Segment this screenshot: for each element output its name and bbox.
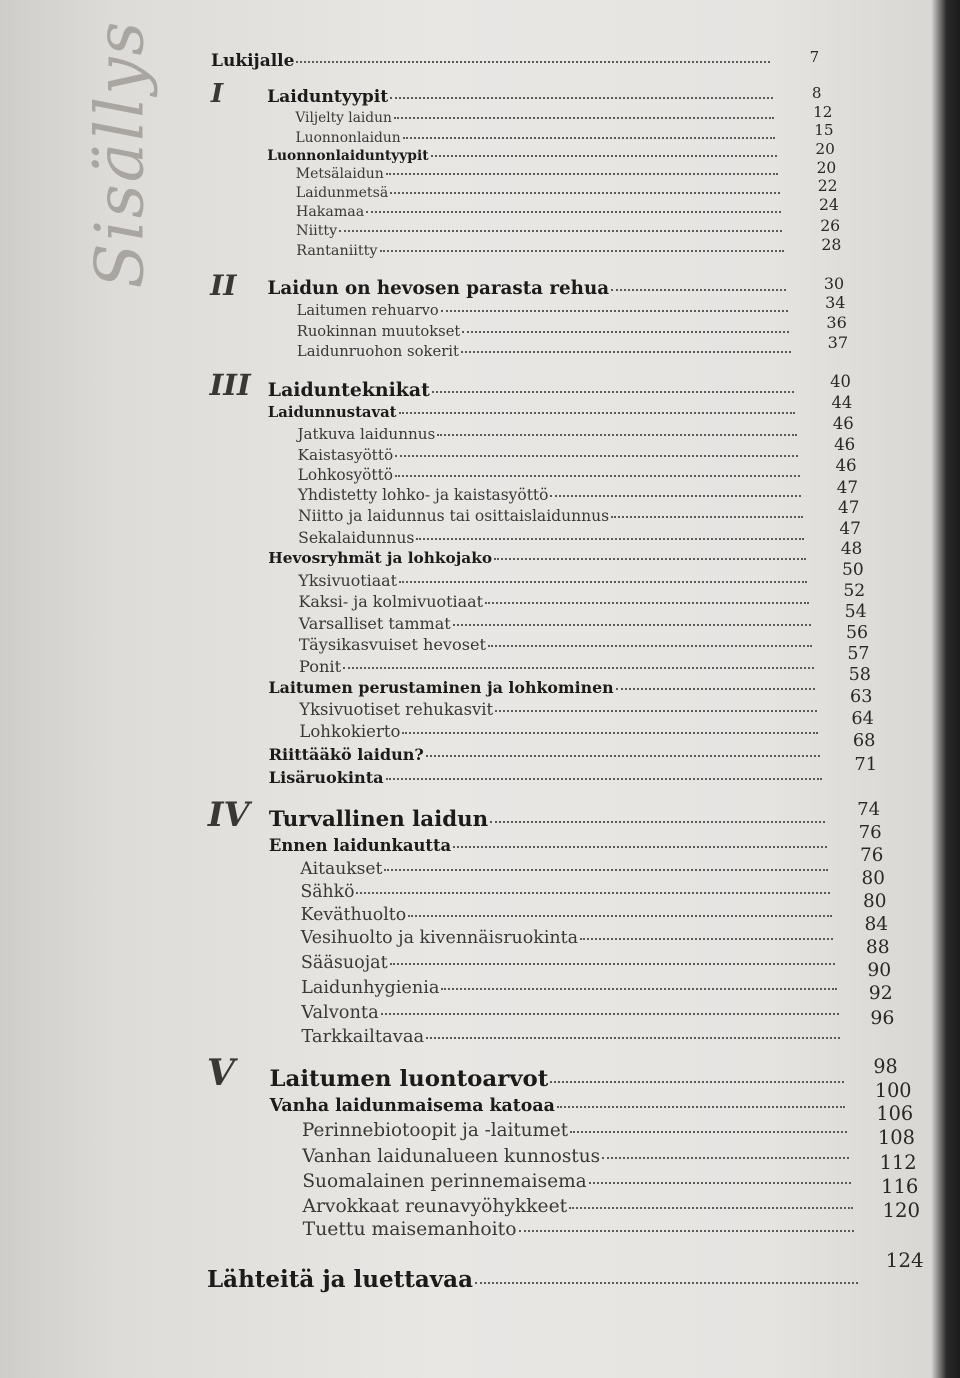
toc-page-number: 44 (831, 393, 853, 413)
dot-leader (550, 495, 801, 497)
toc-page-number: 74 (857, 799, 881, 821)
dot-leader (431, 155, 777, 157)
toc-entry-title: Täysikasvuiset hevoset (298, 634, 487, 654)
toc-page-number: 112 (879, 1151, 917, 1175)
dot-leader (399, 581, 807, 583)
toc-entry (298, 571, 807, 590)
toc-page-number: 15 (814, 121, 834, 140)
toc-page-number: 80 (862, 891, 887, 912)
toc-entry (267, 148, 777, 164)
toc-page-number: 71 (854, 754, 878, 776)
toc-entry-title: Ennen laidunkautta (268, 835, 452, 855)
toc-entry-title: Valvonta (301, 1001, 379, 1023)
dot-leader (390, 97, 772, 99)
toc-page-number: 22 (817, 176, 838, 195)
toc-entry-title: Aitaukset (300, 859, 383, 880)
dot-leader (570, 1131, 847, 1133)
toc-entry (297, 425, 796, 443)
toc-entry (211, 51, 770, 71)
dot-leader (432, 391, 794, 393)
toc-page-number: 30 (823, 273, 845, 293)
dot-leader (569, 1207, 853, 1209)
toc-entry (269, 836, 827, 855)
toc-page-number: 57 (847, 643, 870, 664)
dot-leader (380, 250, 784, 252)
dot-leader (390, 192, 779, 194)
toc-page-number: 40 (830, 372, 851, 392)
dot-leader (611, 516, 803, 518)
toc-entry (299, 700, 817, 719)
toc-page-number: 116 (880, 1175, 919, 1199)
toc-entry (302, 1146, 849, 1167)
toc-entry-title: Laitumen perustaminen ja lohkominen (268, 678, 614, 698)
dot-leader (437, 434, 797, 436)
dot-leader (462, 331, 789, 333)
toc-page-number: 26 (820, 215, 841, 235)
dot-leader (386, 173, 778, 175)
toc-entry (299, 592, 809, 611)
toc-entry (269, 678, 816, 697)
dot-leader (550, 1081, 843, 1083)
toc-page-number: 20 (816, 158, 837, 177)
toc-page-number: 8 (811, 84, 822, 103)
dot-leader (490, 821, 825, 823)
toc-entry (301, 1026, 840, 1047)
toc-page-number: 76 (858, 822, 882, 844)
dot-leader (366, 211, 781, 213)
toc-entry (298, 486, 801, 504)
dot-leader (441, 310, 788, 312)
toc-entry-title: Niitto ja laidunnus tai osittaislaidunnus (297, 507, 610, 526)
toc-entry-title: Laidunnustavat (267, 403, 397, 421)
dot-leader (408, 915, 831, 917)
toc-entry-title: Yhdistetty lohko- ja kaistasyöttö (297, 486, 549, 505)
chapter-numeral: IV (207, 794, 250, 834)
toc-page-number: 124 (885, 1249, 924, 1273)
chapter-numeral: V (206, 1052, 235, 1095)
toc-entry (300, 882, 830, 902)
toc-page-number: 96 (870, 1006, 895, 1029)
toc-entry-title: Suomalainen perinnemaisema (302, 1171, 587, 1193)
toc-entry-title: Perinnebiotoopit ja -laitumet (302, 1120, 569, 1142)
toc-entry-title: Varsalliset tammat (298, 613, 451, 633)
toc-entry (303, 1219, 855, 1240)
dot-leader (495, 710, 817, 712)
dot-leader (426, 755, 820, 757)
toc-entry (268, 278, 787, 299)
dot-leader (399, 412, 796, 414)
toc-page-number: 47 (836, 477, 859, 498)
toc-entry (269, 807, 825, 832)
toc-page-number: 36 (826, 312, 847, 332)
toc-entry (207, 1266, 858, 1293)
toc-entry-title: Vesihuolto ja kivennäisruokinta (300, 927, 579, 948)
toc-entry-title: Laidunruohon sokerit (296, 342, 459, 360)
toc-entry (268, 549, 806, 567)
contents-heading: Sisällys (81, 19, 159, 289)
toc-entry (270, 1066, 844, 1092)
toc-entry (269, 768, 822, 787)
toc-entry-title: Arvokkaat reunavyöhykkeet (302, 1195, 568, 1217)
toc-page-number: 46 (834, 435, 856, 455)
toc-page-number: 28 (821, 234, 842, 254)
dot-leader (403, 137, 776, 139)
dot-leader (395, 475, 800, 477)
toc-entry (301, 1002, 838, 1023)
toc-entry-title: Hevosryhmät ja lohkojako (268, 549, 493, 568)
toc-page-number: 52 (843, 580, 866, 601)
toc-entry (299, 722, 818, 741)
toc-entry-title: Laiduntyypit (267, 87, 389, 108)
toc-page-number: 80 (861, 868, 885, 890)
toc-entry (296, 204, 781, 220)
toc-entry (300, 859, 828, 879)
toc-page-number: 90 (867, 959, 892, 981)
dot-leader (616, 688, 816, 690)
toc-page-number: 76 (860, 845, 884, 867)
toc-page-number: 48 (840, 538, 863, 559)
dot-leader (453, 846, 826, 848)
toc-entry (298, 507, 803, 525)
toc-entry (297, 302, 788, 319)
chapter-numeral: II (210, 267, 237, 302)
toc-page-number: 100 (874, 1078, 912, 1102)
toc-entry (298, 446, 799, 464)
toc-page-number: 37 (827, 332, 849, 352)
dot-leader (580, 938, 833, 940)
toc-entry-title: Kaksi- ja kolmivuotiaat (298, 592, 483, 612)
dot-leader (395, 455, 798, 457)
dot-leader (343, 667, 814, 669)
toc-entry-title: Yksivuotiset rehukasvit (299, 699, 494, 719)
toc-entry-title: Rantaniitty (296, 243, 378, 260)
toc-page-number: 46 (835, 456, 857, 476)
toc-page-number: 24 (818, 195, 839, 214)
toc-entry (296, 223, 782, 239)
toc-entry-title: Lisäruokinta (268, 767, 384, 787)
dot-leader (453, 624, 811, 626)
dot-leader (485, 602, 809, 604)
toc-entry-title: Laidunhygienia (301, 977, 440, 998)
toc-entry-title: Niitty (296, 223, 338, 240)
dot-leader (296, 61, 770, 63)
toc-entry (301, 953, 835, 973)
toc-page-number: 50 (842, 559, 864, 580)
toc-entry-title: Vanhan laidunalueen kunnostus (302, 1146, 601, 1168)
dot-leader (557, 1106, 846, 1108)
toc-entry (296, 185, 780, 201)
chapter-numeral: III (209, 368, 251, 403)
toc-entry (302, 1171, 851, 1192)
toc-page-number: 98 (873, 1054, 898, 1078)
dot-leader (394, 117, 774, 119)
toc-entry (269, 745, 820, 764)
dot-leader (519, 1230, 855, 1232)
toc-entry (299, 657, 814, 676)
toc-page-number: 88 (865, 936, 890, 958)
toc-page-number: 56 (846, 622, 869, 643)
toc-page-number: 54 (844, 601, 867, 622)
toc-entry (296, 166, 778, 182)
toc-entry-title: Metsälaidun (295, 166, 384, 183)
toc-page-number: 108 (877, 1126, 915, 1150)
dot-leader (384, 869, 828, 871)
toc-entry (303, 1196, 853, 1217)
toc-page-number: 34 (825, 292, 846, 312)
dot-leader (611, 289, 786, 291)
toc-page-number: 64 (851, 708, 874, 729)
dot-leader (475, 1282, 858, 1284)
dot-leader (602, 1157, 849, 1159)
toc-entry-title: Laitumen luontoarvot (269, 1065, 549, 1092)
toc-entry (268, 379, 794, 401)
toc-page-number: 63 (850, 686, 873, 707)
toc-entry (298, 466, 800, 484)
dot-leader (390, 963, 835, 965)
dot-leader (381, 1013, 839, 1015)
chapter-numeral: I (210, 77, 224, 109)
toc-entry-title: Laidunteknikat (267, 378, 430, 401)
toc-page-number: 7 (809, 48, 820, 67)
toc-entry (267, 87, 773, 107)
dot-leader (441, 988, 836, 990)
toc-entry (298, 528, 804, 547)
toc-entry (296, 243, 783, 259)
toc-page-number: 47 (838, 497, 860, 518)
dot-leader (488, 645, 812, 647)
toc-page-number: 58 (848, 664, 871, 685)
toc-entry-title: Tarkkailtavaa (301, 1025, 425, 1047)
toc-entry-title: Sekalaidunnus (298, 528, 415, 548)
dot-leader (386, 778, 822, 780)
toc-entry-title: Lohkokierto (299, 721, 401, 741)
toc-entry (302, 1120, 847, 1141)
toc-page-number: 20 (815, 140, 835, 159)
toc-entry (299, 614, 811, 633)
dot-leader (589, 1182, 851, 1184)
toc-entry-title: Tuettu maisemanhoito (302, 1218, 517, 1240)
toc-entry (297, 343, 791, 360)
toc-entry-title: Luonnonlaiduntyypit (267, 147, 429, 164)
toc-page-number: 47 (839, 518, 861, 538)
toc-entry (301, 978, 837, 998)
toc-entry-title: Vanha laidunmaisema katoaa (269, 1095, 555, 1116)
toc-entry-title: Turvallinen laidun (268, 806, 489, 832)
dot-leader (356, 892, 830, 894)
toc-entry (295, 130, 775, 146)
toc-entry (301, 928, 834, 948)
toc-page-number: 120 (882, 1199, 921, 1223)
toc-page-number: 12 (813, 103, 833, 122)
toc-entry-title: Lukijalle (211, 51, 295, 72)
toc-entry-title: Yksivuotiaat (298, 571, 397, 591)
toc-entry-title: Laidunmetsä (295, 185, 389, 202)
toc-entry (268, 404, 795, 421)
toc-entry-title: Ruokinnan muutokset (296, 322, 461, 340)
toc-entry (295, 110, 774, 126)
toc-entry-title: Viljelty laidun (295, 109, 392, 126)
dot-leader (402, 732, 818, 734)
toc-page-number: 68 (852, 730, 876, 752)
toc-entry-title: Kaistasyöttö (297, 445, 394, 464)
toc-entry-title: Sääsuojat (300, 952, 388, 973)
toc-page-number: 106 (876, 1102, 914, 1126)
toc-entry-title: Ponit (298, 656, 342, 676)
toc-entry (297, 323, 790, 340)
toc-page-number: 46 (832, 414, 854, 434)
toc-entry (299, 635, 812, 654)
dot-leader (339, 230, 782, 232)
dot-leader (494, 558, 806, 560)
toc-entry (301, 905, 832, 925)
toc-entry-title: Lohkosyöttö (297, 466, 393, 485)
toc-entry-title: Sähkö (300, 882, 355, 903)
toc-entry (270, 1096, 846, 1116)
toc-entry-title: Riittääkö laidun? (268, 744, 424, 764)
toc-entry-title: Jatkuva laidunnus (297, 424, 436, 443)
toc-entry-title: Luonnonlaidun (295, 129, 401, 146)
toc-entry-title: Laitumen rehuarvo (296, 302, 439, 320)
toc-entry-title: Lähteitä ja luettavaa (207, 1265, 473, 1293)
toc-entry-title: Laidun on hevosen parasta rehua (267, 278, 610, 300)
dot-leader (426, 1037, 840, 1039)
toc-entry-title: Hakamaa (295, 204, 365, 221)
dot-leader (416, 538, 804, 540)
dot-leader (461, 351, 791, 353)
toc-page-number: 92 (868, 982, 893, 1004)
toc-entry-title: Keväthuolto (300, 904, 407, 925)
toc-page-number: 84 (864, 913, 888, 935)
